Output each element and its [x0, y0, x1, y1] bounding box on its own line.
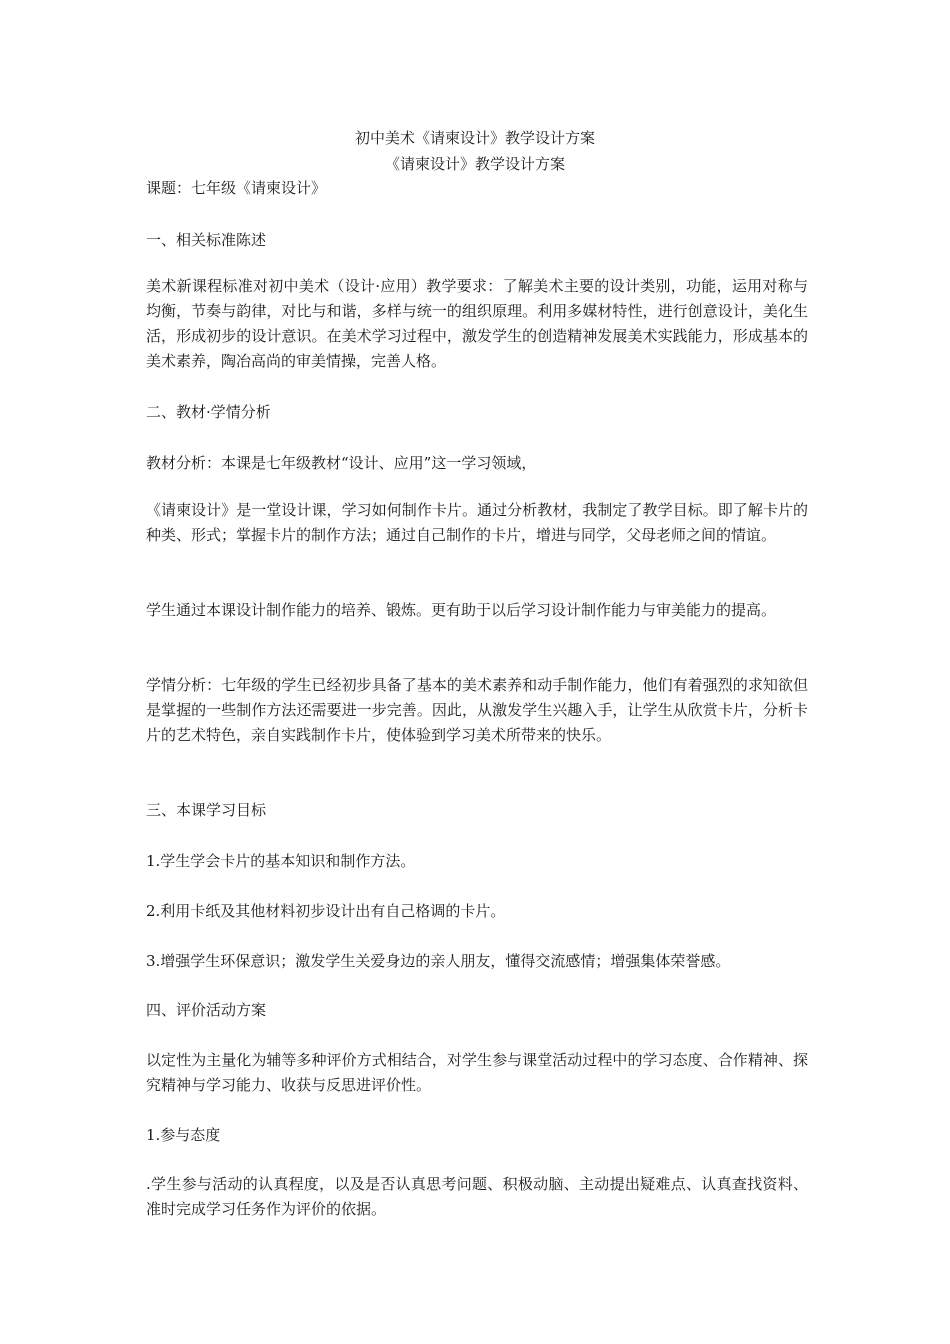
- section-heading-analysis: 二、教材·学情分析: [146, 403, 271, 421]
- document-title: 初中美术《请柬设计》教学设计方案: [354, 129, 595, 147]
- paragraph-standards: 美术新课程标准对初中美术（设计·应用）教学要求：了解美术主要的设计类别，功能，运用对称与均衡，节奏与韵律，对比与和谐，多样与统一的组织原理。利用多媒材特性，进行创意设计，美化生活，形成初步的设计意识。在美术学习过程中，激发学生的创造精神发展美术实践能力，形成基本的美术素养，陶冶高尚的审美情操，完善人格。: [146, 277, 808, 370]
- goal-item-2: 2.利用卡纸及其他材料初步设计出有自己格调的卡片。: [146, 902, 506, 920]
- paragraph-participation: .学生参与活动的认真程度，以及是否认真思考问题、积极动脑、主动提出疑难点、认真查找资料、准时完成学习任务作为评价的依据。: [146, 1175, 808, 1218]
- paragraph-evaluation: 以定性为主量化为辅等多种评价方式相结合，对学生参与课堂活动过程中的学习态度、合作精神、探究精神与学习能力、收获与反思进评价性。: [146, 1051, 808, 1094]
- goal-item-3: 3.增强学生环保意识；激发学生关爱身边的亲人朋友，懂得交流感情；增强集体荣誉感。: [146, 952, 731, 970]
- paragraph-material-analysis: 教材分析：本课是七年级教材“设计、应用”这一学习领域，: [146, 454, 537, 472]
- section-heading-standards: 一、相关标准陈述: [146, 231, 267, 249]
- section-heading-evaluation: 四、评价活动方案: [146, 1001, 267, 1019]
- subject-line: 课题：七年级《请柬设计》: [146, 179, 327, 197]
- paragraph-material-benefit: 学生通过本课设计制作能力的培养、锻炼。更有助于以后学习设计制作能力与审美能力的提高。: [146, 601, 777, 619]
- section-heading-goals: 三、本课学习目标: [146, 801, 267, 819]
- document-subtitle: 《请柬设计》教学设计方案: [384, 155, 565, 173]
- paragraph-student-analysis: 学情分析：七年级的学生已经初步具备了基本的美术素养和动手制作能力，他们有着强烈的求知欲但是掌握的一些制作方法还需要进一步完善。因此，从激发学生兴趣入手，让学生从欣赏卡片，分析卡片的艺术特色，亲自实践制作卡片，使体验到学习美术所带来的快乐。: [146, 676, 808, 744]
- goal-item-1: 1.学生学会卡片的基本知识和制作方法。: [146, 852, 416, 870]
- paragraph-material-detail: 《请柬设计》是一堂设计课，学习如何制作卡片。通过分析教材，我制定了教学目标。即了解卡片的种类、形式；掌握卡片的制作方法；通过自己制作的卡片，增进与同学，父母老师之间的情谊。: [146, 501, 808, 544]
- item-heading-participation: 1.参与态度: [146, 1126, 221, 1144]
